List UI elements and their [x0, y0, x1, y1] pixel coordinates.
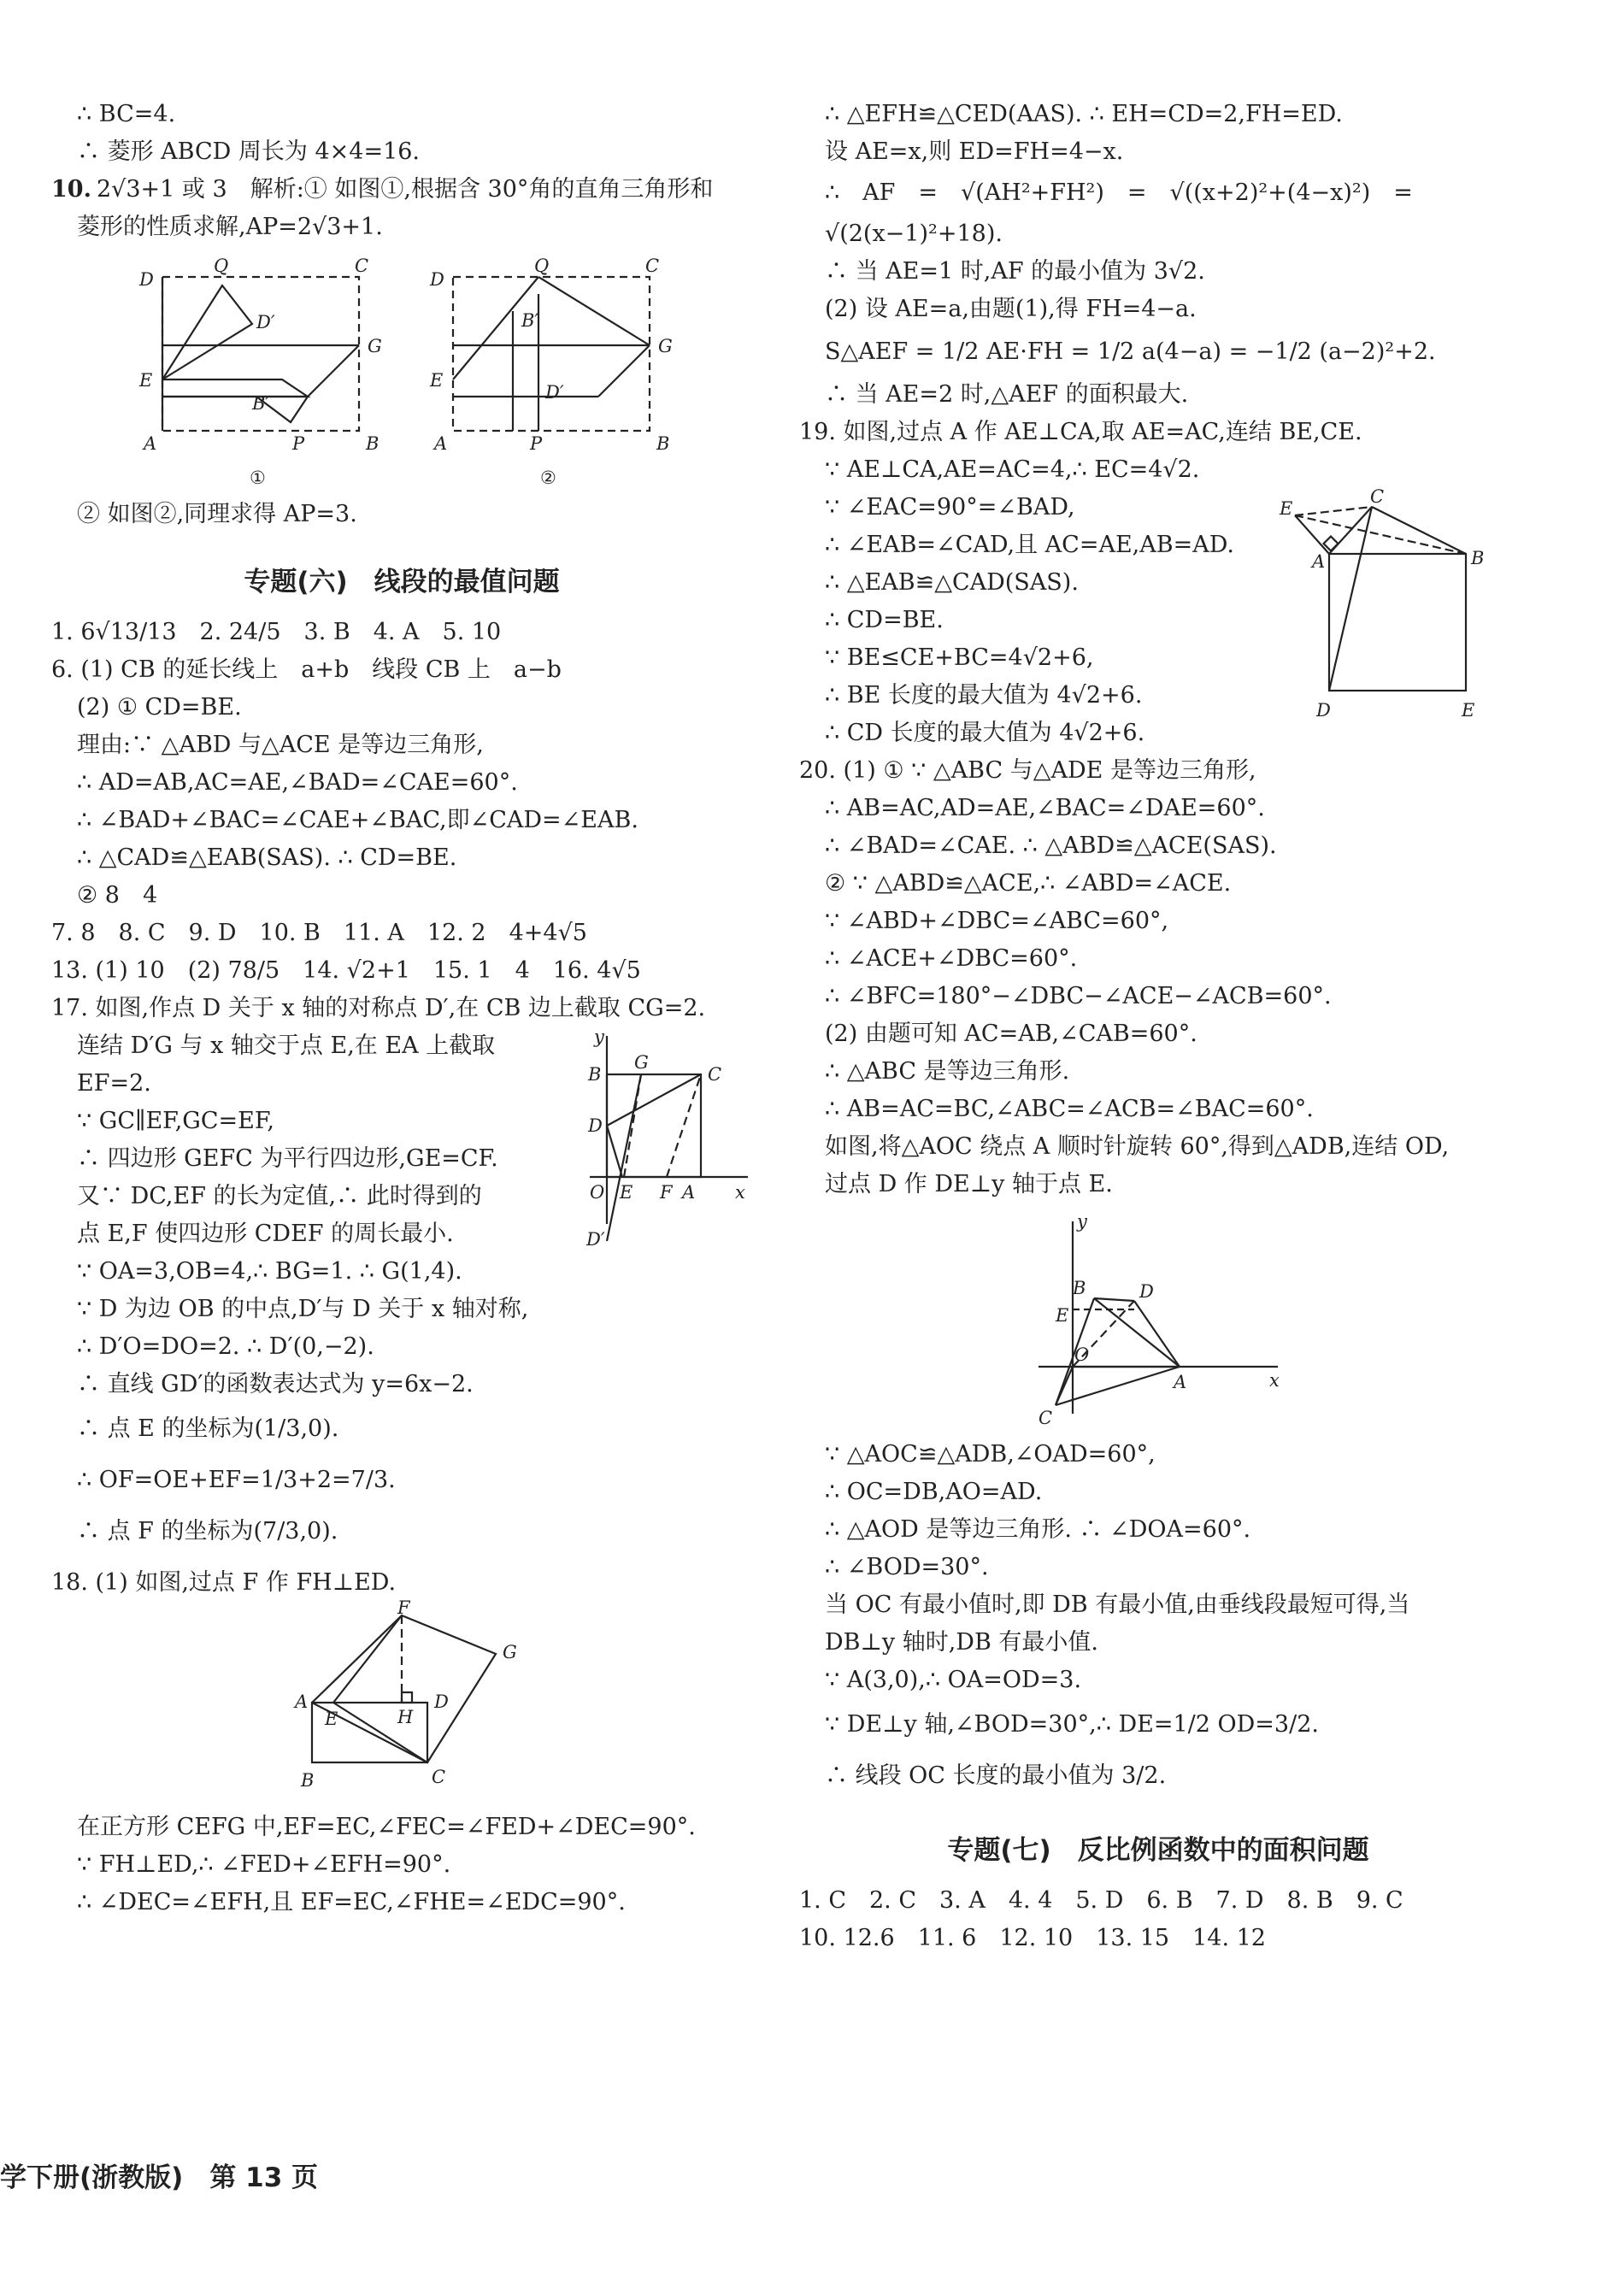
- text-line: 6. (1) CB 的延长线上 a+b 线段 CB 上 a−b: [51, 656, 562, 683]
- text-line: √(2(x−1)²+18).: [825, 221, 1003, 247]
- svg-text:B: B: [1073, 1278, 1086, 1298]
- answers-line: 1. C 2. C 3. A 4. 4 5. D 6. B 7. D 8. B 9. C: [799, 1887, 1403, 1914]
- text-line: ∴ 点 E 的坐标为(1/3,0).: [77, 1415, 339, 1442]
- svg-text:C: C: [355, 256, 369, 276]
- text-line: ∵ AE⊥CA,AE=AC=4,∴ EC=4√2.: [825, 456, 1200, 483]
- svg-text:D: D: [588, 1115, 603, 1136]
- text-line: ∵ GC∥EF,GC=EF,: [77, 1108, 274, 1134]
- text-line: 设 AE=x,则 ED=FH=4−x.: [825, 138, 1124, 165]
- answers-line: 7. 8 8. C 9. D 10. B 11. A 12. 2 4+4√5: [51, 920, 587, 946]
- text-line: ∴ 四边形 GEFC 为平行四边形,GE=CF.: [77, 1145, 498, 1172]
- svg-text:P: P: [530, 433, 543, 454]
- text-line: 19. 如图,过点 A 作 AE⊥CA,取 AE=AC,连结 BE,CE.: [799, 419, 1362, 445]
- figure-q10-diagram-2: [453, 277, 650, 431]
- svg-text:C: C: [1370, 486, 1385, 507]
- question-number: 10.: [51, 176, 91, 203]
- text-line: ∵ D 为边 OB 的中点,D′与 D 关于 x 轴对称,: [77, 1296, 529, 1322]
- text-line: ② 8 4: [77, 882, 158, 909]
- svg-text:G: G: [634, 1052, 649, 1073]
- text-line: ∴ BE 长度的最大值为 4√2+6.: [825, 682, 1143, 709]
- page-footer: 学下册(浙教版) 第 13 页: [0, 2162, 319, 2193]
- svg-text:A: A: [1312, 551, 1326, 572]
- svg-text:G: G: [503, 1642, 517, 1662]
- svg-text:B: B: [366, 433, 380, 454]
- svg-text:y: y: [1077, 1211, 1087, 1232]
- svg-text:O: O: [590, 1182, 605, 1203]
- text-line: ∴ ∠BAD+∠BAC=∠CAE+∠BAC,即∠CAD=∠EAB.: [77, 807, 638, 833]
- text-line: 点 E,F 使四边形 CDEF 的周长最小.: [77, 1221, 454, 1247]
- text-line: ∵ ∠ABD+∠DBC=∠ABC=60°,: [825, 908, 1169, 934]
- text-line: ∴ △EFH≌△CED(AAS). ∴ EH=CD=2,FH=ED.: [825, 101, 1343, 127]
- question-17-block: [51, 1027, 752, 1253]
- section-title-7: 专题(七) 反比例函数中的面积问题: [947, 1835, 1369, 1866]
- text-line: ∴ 当 AE=1 时,AF 的最小值为 3√2.: [825, 258, 1205, 285]
- text-line: ∴ ∠BFC=180°−∠DBC−∠ACE−∠ACB=60°.: [825, 983, 1332, 1009]
- text-line: ∵ DE⊥y 轴,∠BOD=30°,∴ DE=1/2 OD=3/2.: [825, 1711, 1319, 1738]
- svg-text:A: A: [1174, 1372, 1187, 1392]
- text-line: 当 OC 有最小值时,即 DB 有最小值,由垂线段最短可得,当: [825, 1591, 1410, 1618]
- svg-text:Q: Q: [214, 256, 229, 276]
- text-line: (2) ① CD=BE.: [77, 694, 242, 721]
- text-line: ∵ ∠EAC=90°=∠BAD,: [825, 494, 1075, 521]
- text-line: 18. (1) 如图,过点 F 作 FH⊥ED.: [51, 1569, 397, 1596]
- text-line: DB⊥y 轴时,DB 有最小值.: [825, 1629, 1098, 1656]
- text-line: 17. 如图,作点 D 关于 x 轴的对称点 D′,在 CB 边上截取 CG=2.: [51, 995, 706, 1021]
- svg-text:F: F: [397, 1597, 410, 1618]
- text-line: ∴ 菱形 ABCD 周长为 4×4=16.: [77, 138, 421, 165]
- svg-text:E: E: [620, 1182, 633, 1203]
- svg-text:E: E: [325, 1709, 338, 1729]
- text-line: ∴ AB=AC=BC,∠ABC=∠ACB=∠BAC=60°.: [825, 1096, 1314, 1122]
- svg-text:C: C: [1039, 1408, 1053, 1428]
- text-line: ∴ ∠DEC=∠EFH,且 EF=EC,∠FHE=∠EDC=90°.: [77, 1889, 626, 1915]
- text-line: ② ∵ △ABD≌△ACE,∴ ∠ABD=∠ACE.: [825, 870, 1232, 897]
- svg-text:B′: B′: [252, 393, 270, 414]
- text-line: ∵ BE≤CE+BC=4√2+6,: [825, 644, 1094, 671]
- text-line: ∴ △ABC 是等边三角形.: [825, 1058, 1070, 1085]
- text-line: ∴ AD=AB,AC=AE,∠BAD=∠CAE=60°.: [77, 769, 518, 796]
- svg-text:C: C: [708, 1064, 722, 1085]
- svg-text:C: C: [432, 1767, 446, 1787]
- text-line: ∴ 直线 GD′的函数表达式为 y=6x−2.: [77, 1371, 474, 1397]
- svg-text:D: D: [434, 1691, 449, 1712]
- text-line: 菱形的性质求解,AP=2√3+1.: [77, 214, 383, 240]
- figure-q10: [51, 251, 752, 491]
- answers-line: 13. (1) 10 (2) 78/5 14. √2+1 15. 1 4 16. 4√5: [51, 957, 641, 984]
- right-column: [799, 96, 1517, 1957]
- text-line: ∴ AF = √(AH²+FH²) = √((x+2)²+(4−x)²) =: [825, 179, 1413, 206]
- svg-text:Q: Q: [534, 256, 550, 276]
- svg-text:E: E: [1056, 1305, 1069, 1326]
- svg-text:B: B: [656, 433, 670, 454]
- svg-text:G: G: [368, 336, 382, 356]
- text-line: ∴ 线段 OC 长度的最小值为 3/2.: [825, 1762, 1167, 1789]
- left-column: [51, 96, 752, 1921]
- text-line: ∴ ∠EAB=∠CAD,且 AC=AE,AB=AD.: [825, 532, 1234, 558]
- text-line: ∴ OC=DB,AO=AD.: [825, 1479, 1043, 1505]
- figure-q20: [799, 1209, 1517, 1431]
- text-line: 如图,将△AOC 绕点 A 顺时针旋转 60°,得到△ADB,连结 OD,: [825, 1133, 1450, 1160]
- text-line: ∴ ∠BAD=∠CAE. ∴ △ABD≌△ACE(SAS).: [825, 833, 1277, 859]
- svg-text:E: E: [139, 370, 153, 391]
- answers-line: 1. 6√13/13 2. 24/5 3. B 4. A 5. 10: [51, 619, 502, 645]
- text-line: 连结 D′G 与 x 轴交于点 E,在 EA 上截取: [77, 1033, 496, 1059]
- text-line: ∴ CD 长度的最大值为 4√2+6.: [825, 720, 1145, 746]
- svg-text:D: D: [430, 269, 444, 290]
- text-line: ∴ OF=OE+EF=1/3+2=7/3.: [77, 1467, 396, 1493]
- svg-text:O: O: [1074, 1344, 1090, 1365]
- svg-text:B: B: [301, 1770, 315, 1791]
- section-title-6: 专题(六) 线段的最值问题: [244, 567, 560, 597]
- text-line: ∵ A(3,0),∴ OA=OD=3.: [825, 1667, 1082, 1693]
- question-10: [51, 171, 752, 209]
- svg-text:②: ②: [540, 468, 556, 488]
- text-line: (2) 设 AE=a,由题(1),得 FH=4−a.: [825, 296, 1197, 322]
- svg-text:x: x: [1269, 1370, 1280, 1391]
- svg-text:F: F: [660, 1182, 673, 1203]
- text-line: ∴ △AOD 是等边三角形. ∴ ∠DOA=60°.: [825, 1516, 1251, 1543]
- text-line: S△AEF = 1/2 AE·FH = 1/2 a(4−a) = −1/2 (a−2)²+2.: [825, 338, 1436, 365]
- answers-line: 10. 12.6 11. 6 12. 10 13. 15 14. 12: [799, 1925, 1266, 1951]
- svg-text:A: A: [295, 1691, 309, 1712]
- text-line: ∵ △AOC≌△ADB,∠OAD=60°,: [825, 1441, 1156, 1468]
- text-line: ∴ BC=4.: [77, 101, 176, 127]
- text-line: EF=2.: [77, 1070, 151, 1097]
- text-line: ∴ △CAD≌△EAB(SAS). ∴ CD=BE.: [77, 844, 457, 871]
- figure-q18: [51, 1597, 752, 1803]
- svg-text:x: x: [735, 1182, 745, 1203]
- text-line: 过点 D 作 DE⊥y 轴于点 E.: [825, 1171, 1113, 1197]
- text-line: ∴ ∠ACE+∠DBC=60°.: [825, 945, 1078, 972]
- svg-text:E: E: [430, 370, 444, 391]
- text-line: ∴ AB=AC,AD=AE,∠BAC=∠DAE=60°.: [825, 795, 1265, 821]
- svg-text:G: G: [658, 336, 673, 356]
- text-line: ∴ CD=BE.: [825, 607, 944, 633]
- svg-text:y: y: [594, 1027, 604, 1047]
- svg-text:①: ①: [250, 468, 266, 488]
- svg-text:B′: B′: [521, 310, 539, 331]
- svg-text:D′: D′: [256, 312, 275, 332]
- figure-q17: [581, 1027, 752, 1250]
- text-line: ∴ △EAB≌△CAD(SAS).: [825, 569, 1079, 596]
- svg-text:E: E: [1280, 498, 1293, 519]
- text-line: ∵ FH⊥ED,∴ ∠FED+∠EFH=90°.: [77, 1851, 451, 1878]
- svg-text:D: D: [1139, 1281, 1154, 1302]
- text-line: ∵ OA=3,OB=4,∴ BG=1. ∴ G(1,4).: [77, 1258, 462, 1285]
- svg-text:H: H: [397, 1707, 414, 1727]
- text-line: 20. (1) ① ∵ △ABC 与△ADE 是等边三角形,: [799, 757, 1256, 784]
- svg-text:D: D: [139, 269, 154, 290]
- svg-text:A: A: [144, 433, 157, 454]
- text-line: ∴ D′O=DO=2. ∴ D′(0,−2).: [77, 1333, 374, 1360]
- svg-text:C: C: [645, 256, 660, 276]
- svg-text:B: B: [1471, 548, 1485, 568]
- text-line: 又∵ DC,EF 的长为定值,∴ 此时得到的: [77, 1183, 482, 1209]
- text-line: 理由:∵ △ABD 与△ACE 是等边三角形,: [77, 732, 484, 758]
- text-line: ∴ ∠BOD=30°.: [825, 1554, 989, 1580]
- svg-text:D: D: [1316, 700, 1331, 721]
- text-line: ∴ 当 AE=2 时,△AEF 的面积最大.: [825, 381, 1189, 408]
- svg-text:D′: D′: [545, 382, 564, 403]
- question-text: 2√3+1 或 3 解析:① 如图①,根据含 30°角的直角三角形和: [96, 176, 714, 203]
- svg-text:E: E: [1462, 700, 1475, 721]
- svg-text:D′: D′: [586, 1229, 605, 1250]
- svg-text:A: A: [682, 1182, 696, 1203]
- svg-text:P: P: [292, 433, 305, 454]
- figure-q19: [1278, 486, 1485, 725]
- text-line: 在正方形 CEFG 中,EF=EC,∠FEC=∠FED+∠DEC=90°.: [77, 1814, 696, 1840]
- text-line: ∴ 点 F 的坐标为(7/3,0).: [77, 1518, 338, 1544]
- text-line: (2) 由题可知 AC=AB,∠CAB=60°.: [825, 1021, 1197, 1047]
- question-19-block: [799, 451, 1517, 752]
- svg-text:B: B: [588, 1064, 602, 1085]
- svg-text:A: A: [434, 433, 448, 454]
- text-line: ② 如图②,同理求得 AP=3.: [77, 501, 357, 527]
